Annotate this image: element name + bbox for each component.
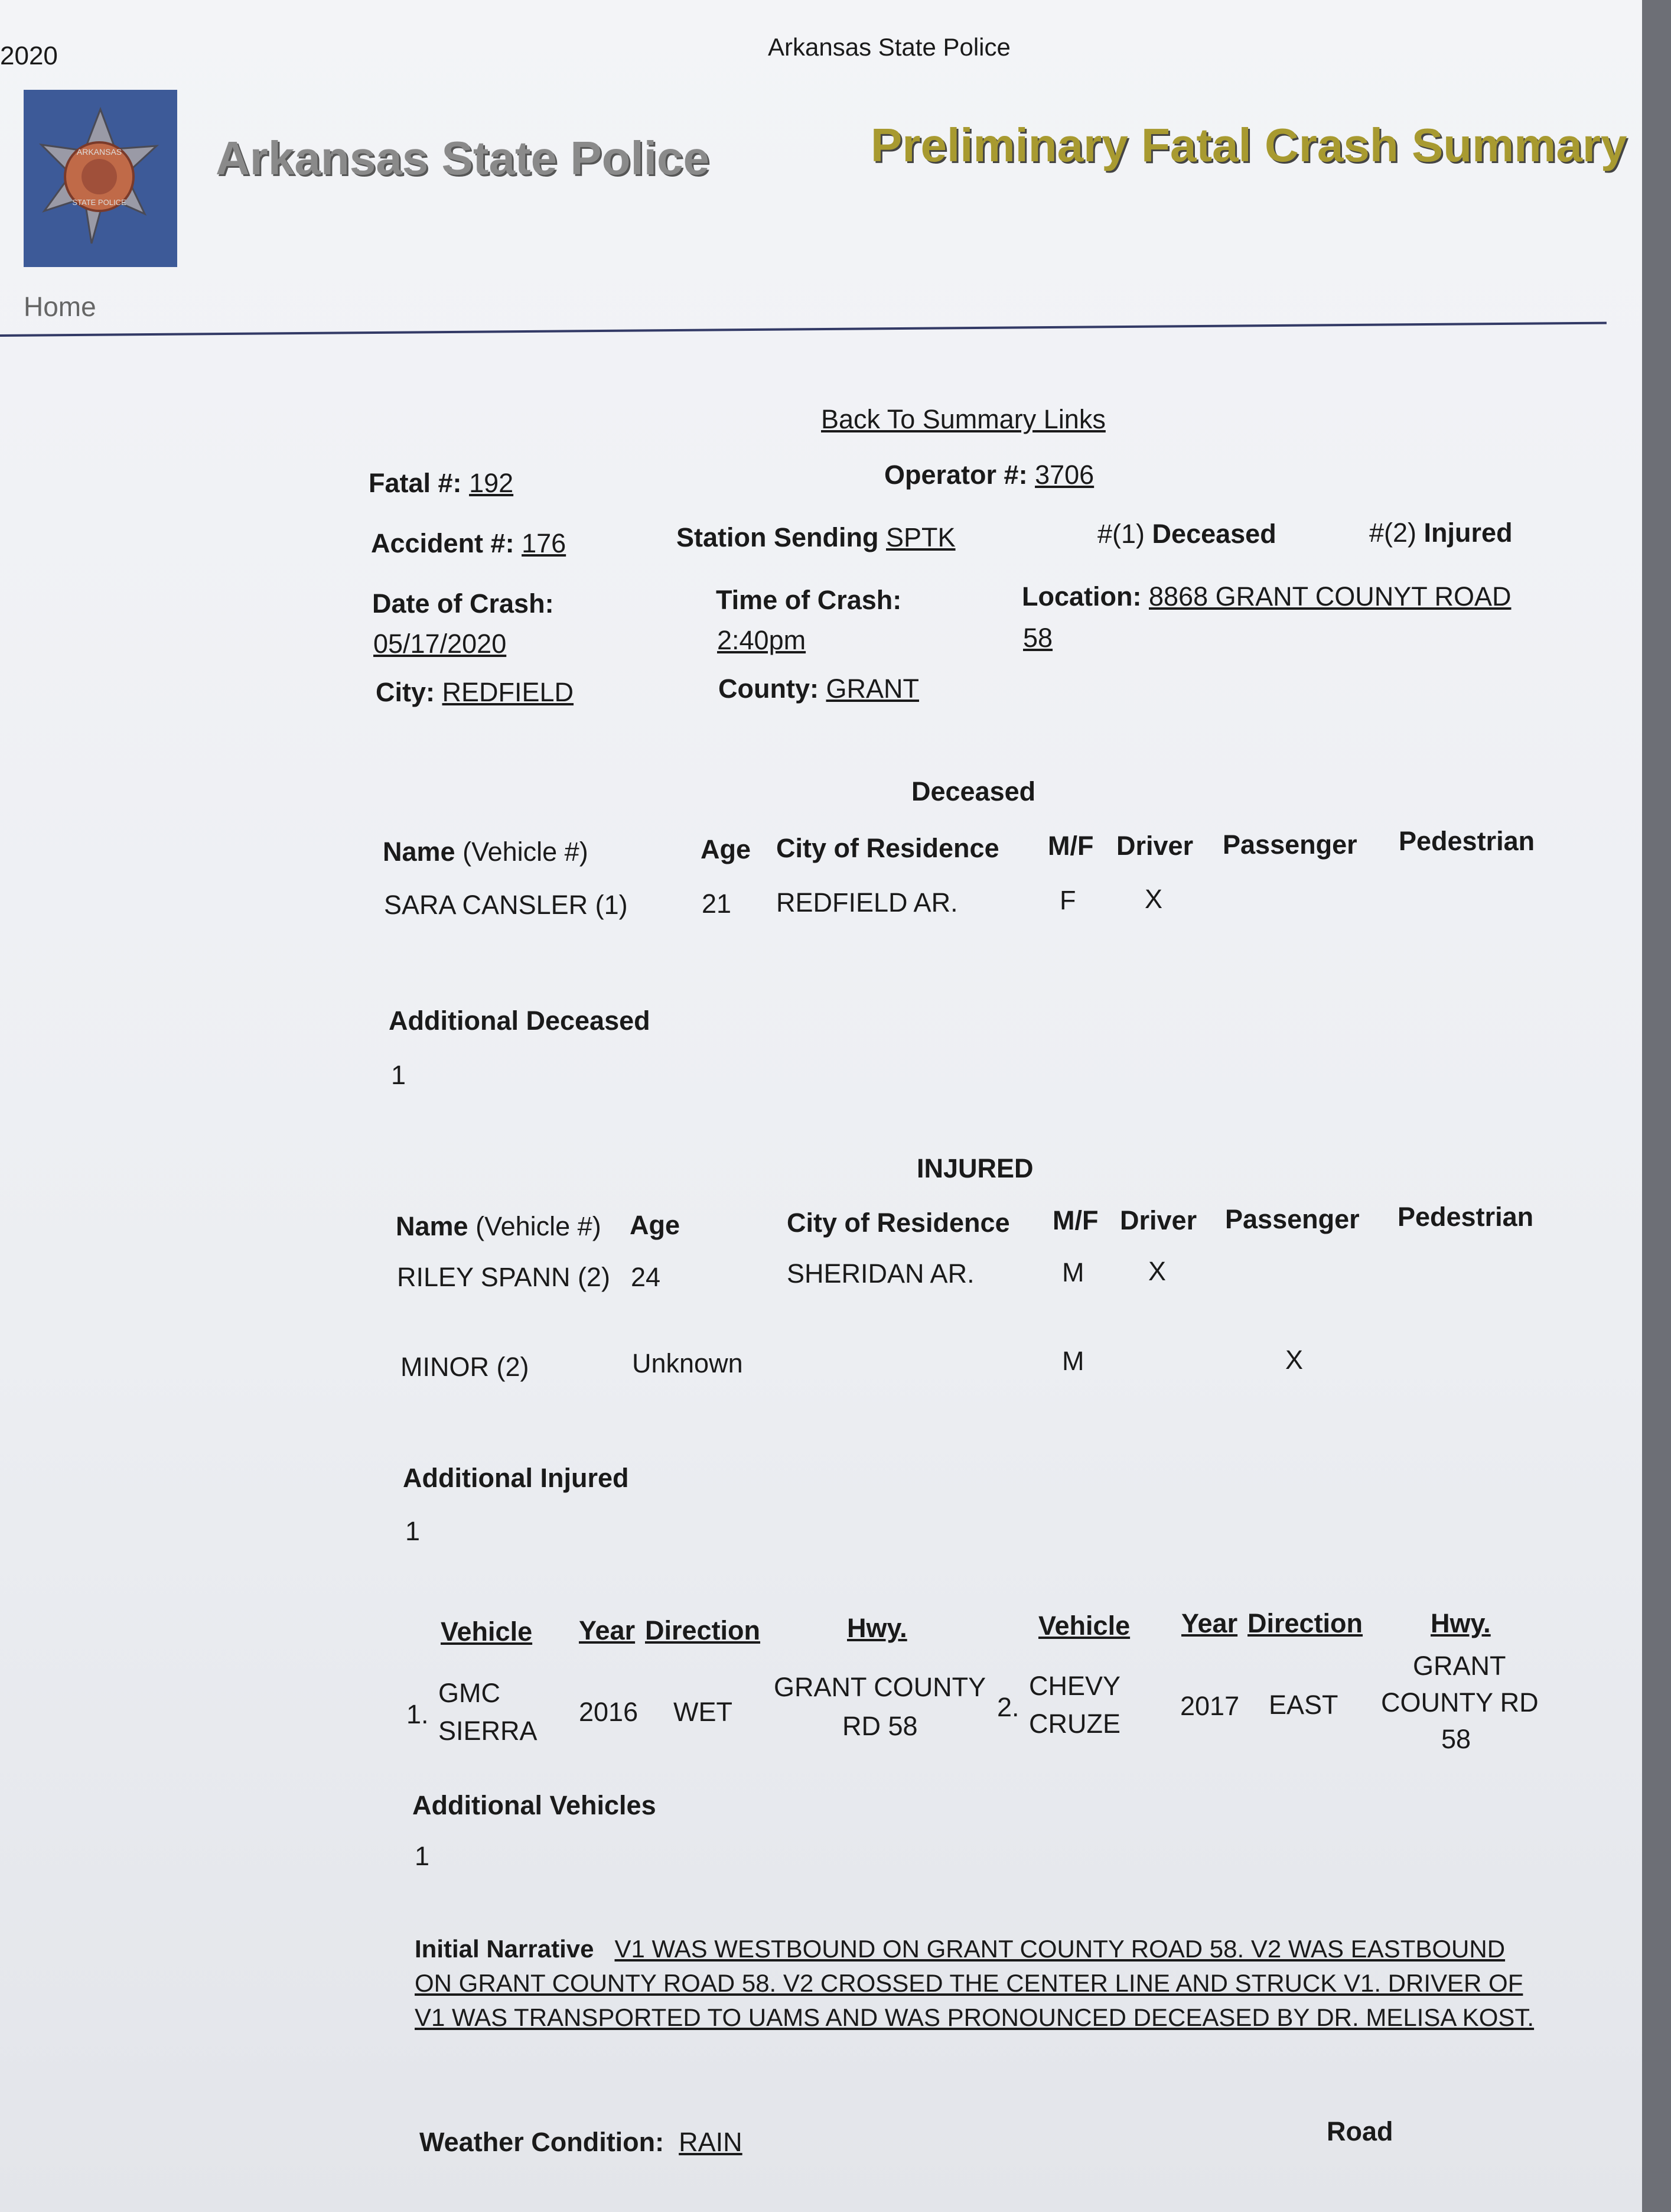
injured-header-age: Age xyxy=(630,1210,680,1240)
vehicle1-hwy-line2: RD 58 xyxy=(842,1711,918,1741)
operator-label: Operator #: xyxy=(884,460,1028,490)
vehicle1-make: GMC xyxy=(438,1678,500,1708)
vehicle1-hwy-line1: GRANT COUNTY xyxy=(774,1672,986,1702)
vehicle2-number: 2. xyxy=(997,1692,1019,1722)
injured-row-1-age: 24 xyxy=(631,1262,661,1292)
time-value: 2:40pm xyxy=(717,625,806,655)
additional-deceased-value: 1 xyxy=(391,1060,406,1090)
initial-narrative xyxy=(415,1932,1549,2035)
vehicle2-direction: EAST xyxy=(1269,1690,1338,1720)
injured-row-2-name: MINOR (2) xyxy=(400,1352,529,1382)
injured-header-driver: Driver xyxy=(1120,1205,1197,1235)
injured-header-city: City of Residence xyxy=(787,1208,1010,1238)
injured-header-passenger: Passenger xyxy=(1225,1204,1360,1234)
deceased-row-age: 21 xyxy=(702,889,732,919)
road-label: Road xyxy=(1327,2116,1393,2146)
home-link[interactable]: Home xyxy=(24,291,96,322)
deceased-row-city: REDFIELD AR. xyxy=(776,887,958,918)
city-value: REDFIELD xyxy=(442,677,574,707)
injured-row-1-driver: X xyxy=(1148,1256,1167,1286)
location-label: Location: xyxy=(1022,581,1142,611)
vehicle2-hwy-line1: GRANT xyxy=(1413,1651,1506,1681)
injured-row-1-city: SHERIDAN AR. xyxy=(787,1258,975,1289)
additional-injured-value: 1 xyxy=(405,1516,421,1546)
deceased-header-city: City of Residence xyxy=(776,833,999,863)
additional-vehicles-label: Additional Vehicles xyxy=(412,1790,656,1820)
vehicle2-hwy-line3: 58 xyxy=(1441,1724,1471,1754)
injured-count xyxy=(1369,518,1513,548)
injured-header-name-rest: (Vehicle #) xyxy=(468,1211,601,1241)
date-value: 05/17/2020 xyxy=(373,629,507,659)
deceased-header-passenger: Passenger xyxy=(1223,830,1357,860)
injured-header-pedestrian: Pedestrian xyxy=(1398,1202,1534,1232)
deceased-header-driver: Driver xyxy=(1116,831,1194,861)
deceased-header-pedestrian: Pedestrian xyxy=(1399,826,1535,856)
fatal-label: Fatal #: xyxy=(369,468,462,498)
vehicle2-year: 2017 xyxy=(1180,1691,1240,1721)
injured-row-1-name: RILEY SPANN (2) xyxy=(397,1262,610,1292)
fatal-value: 192 xyxy=(469,468,514,498)
city xyxy=(376,677,574,708)
vehicle1-model: SIERRA xyxy=(438,1716,538,1746)
narrative-label: Initial Narrative xyxy=(415,1935,594,1963)
vehicle2-header-vehicle: Vehicle xyxy=(1038,1611,1131,1641)
injured-header-name-bold: Name xyxy=(396,1211,468,1241)
narrative-text: V1 WAS WESTBOUND ON GRANT COUNTY ROAD 58. V2 WAS EASTBOUND ON GRANT COUNTY ROAD 58. V2 CROSSED THE CENTER LINE AND STRUCK V1. DRIVER OF V1 WAS TRANSPORTED TO UAMS AND WAS PRONOUNCED DECEASED BY DR. MELISA KOST. xyxy=(415,1935,1535,2031)
vehicle2-header-direction: Direction xyxy=(1247,1608,1363,1638)
county-label: County: xyxy=(718,674,819,704)
summary-title: Preliminary Fatal Crash Summary xyxy=(871,119,1627,171)
photo-background-edge xyxy=(1642,0,1671,2212)
vehicle1-direction: WET xyxy=(673,1697,732,1727)
seal-text-top: ARKANSAS xyxy=(76,147,122,157)
county-value: GRANT xyxy=(826,674,919,704)
vehicle1-header-year: Year xyxy=(579,1615,636,1645)
weather-label: Weather Condition: xyxy=(419,2127,665,2157)
deceased-count-value: #(1) xyxy=(1097,519,1145,549)
station-label: Station Sending xyxy=(676,522,879,552)
injured-count-value: #(2) xyxy=(1369,518,1417,548)
weather-condition xyxy=(419,2127,742,2158)
seal-text-bottom: STATE POLICE xyxy=(72,198,126,207)
operator-number xyxy=(884,460,1094,490)
injured-row-2-passenger: X xyxy=(1285,1345,1304,1375)
operator-value: 3706 xyxy=(1035,460,1095,490)
print-header-title: Arkansas State Police xyxy=(768,33,1011,61)
print-date: 2020 xyxy=(0,41,58,70)
location-value-line1: 8868 GRANT COUNYT ROAD xyxy=(1149,581,1512,611)
vehicle1-header-vehicle: Vehicle xyxy=(441,1616,533,1647)
injured-header-name xyxy=(396,1211,601,1242)
injured-header-mf: M/F xyxy=(1053,1205,1099,1235)
vehicle1-header-hwy: Hwy. xyxy=(847,1613,907,1643)
accident-value: 176 xyxy=(522,528,566,558)
time-label: Time of Crash: xyxy=(716,585,902,615)
vehicle1-header-direction: Direction xyxy=(645,1615,761,1645)
vehicle2-header-year: Year xyxy=(1181,1608,1238,1638)
injured-row-2-mf: M xyxy=(1062,1346,1084,1376)
back-to-summary-link[interactable]: Back To Summary Links xyxy=(821,404,1106,434)
deceased-count-label: Deceased xyxy=(1152,519,1276,549)
date-label: Date of Crash: xyxy=(372,588,554,619)
city-label: City: xyxy=(376,677,435,707)
deceased-header-name-bold: Name xyxy=(383,837,455,867)
brand-title: Arkansas State Police xyxy=(216,132,709,184)
deceased-header-age: Age xyxy=(701,834,751,864)
station-value: SPTK xyxy=(886,522,956,552)
accident-label: Accident #: xyxy=(371,528,514,558)
deceased-section-title: Deceased xyxy=(911,776,1036,806)
county xyxy=(718,674,919,704)
vehicle1-number: 1. xyxy=(406,1699,429,1729)
deceased-header-name xyxy=(383,837,588,867)
additional-deceased-label: Additional Deceased xyxy=(389,1006,650,1036)
deceased-row-driver: X xyxy=(1145,884,1163,914)
accident-number xyxy=(371,528,566,559)
deceased-count xyxy=(1097,519,1276,549)
deceased-row-name: SARA CANSLER (1) xyxy=(384,890,628,920)
deceased-header-name-rest: (Vehicle #) xyxy=(455,837,588,867)
state-police-seal-icon xyxy=(24,90,177,267)
injured-count-label: Injured xyxy=(1424,518,1513,548)
vehicle1-year: 2016 xyxy=(579,1697,639,1727)
deceased-row-mf: F xyxy=(1060,885,1076,915)
vehicle2-model: CRUZE xyxy=(1029,1709,1120,1739)
location xyxy=(1022,581,1512,612)
weather-value: RAIN xyxy=(679,2127,742,2157)
additional-injured-label: Additional Injured xyxy=(403,1463,629,1493)
station-sending xyxy=(676,522,956,553)
vehicle2-header-hwy: Hwy. xyxy=(1431,1608,1491,1638)
header-divider xyxy=(0,322,1607,337)
injured-row-1-mf: M xyxy=(1062,1257,1084,1287)
vehicle2-make: CHEVY xyxy=(1029,1671,1121,1701)
injured-row-2-age: Unknown xyxy=(632,1348,743,1378)
vehicle2-hwy-line2: COUNTY RD xyxy=(1381,1687,1539,1717)
injured-section-title: INJURED xyxy=(917,1153,1034,1183)
additional-vehicles-value: 1 xyxy=(415,1841,430,1871)
location-value-line2: 58 xyxy=(1023,623,1053,653)
fatal-number xyxy=(369,468,513,499)
deceased-header-mf: M/F xyxy=(1048,831,1094,861)
